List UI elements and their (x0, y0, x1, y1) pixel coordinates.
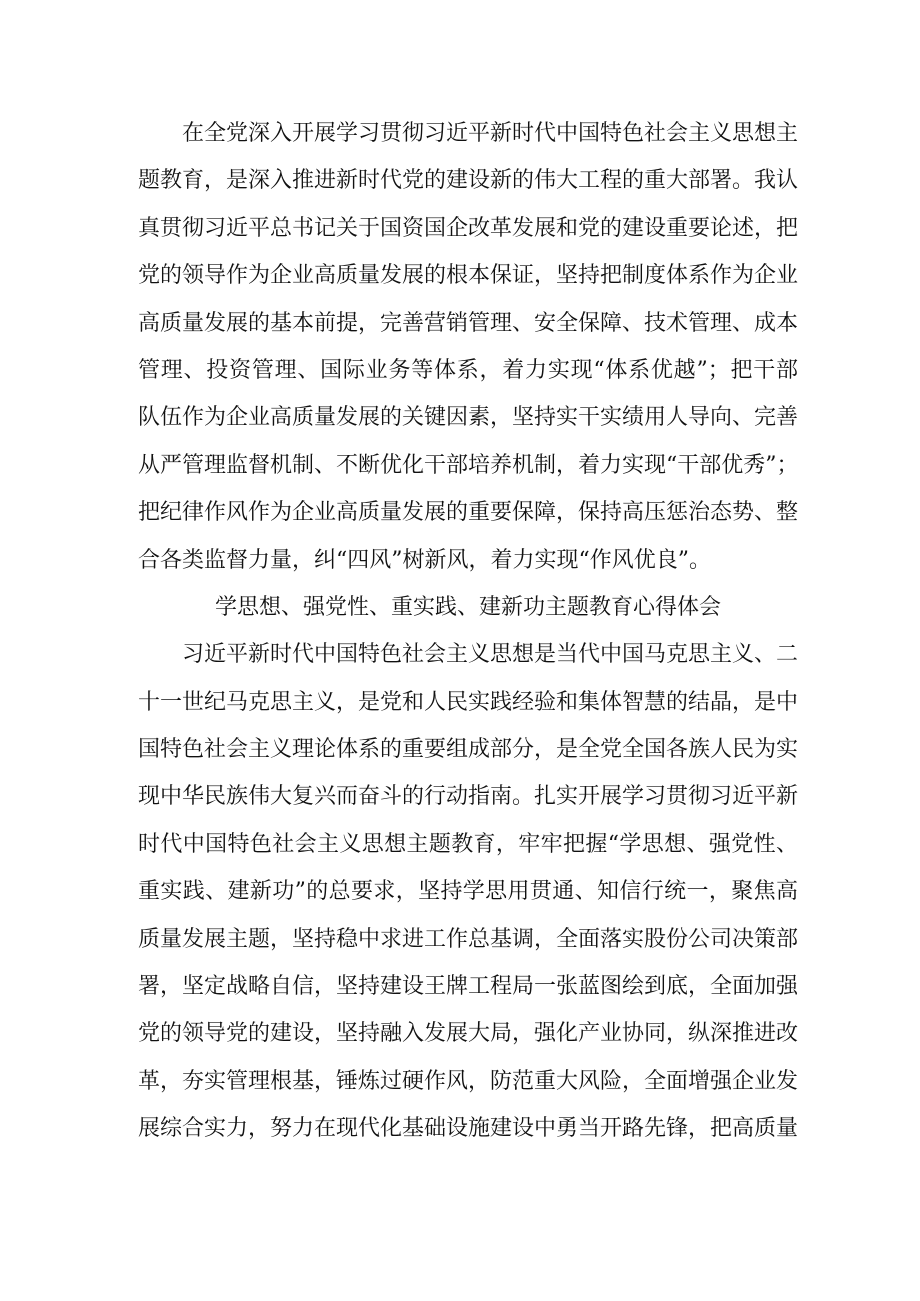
paragraph-line: 十一世纪马克思主义，是党和人民实践经验和集体智慧的结晶，是中 (138, 689, 799, 715)
paragraph-line: 现中华民族伟大复兴而奋斗的行动指南。扎实开展学习贯彻习近平新 (138, 784, 799, 810)
paragraph-line: 质量发展主题，坚持稳中求进工作总基调，全面落实股份公司决策部 (138, 926, 799, 952)
paragraph-line: 把纪律作风作为企业高质量发展的重要保障，保持高压惩治态势、整 (138, 500, 799, 526)
paragraph-line: 从严管理监督机制、不断优化干部培养机制，着力实现“干部优秀”； (138, 452, 799, 478)
paragraph-line: 真贯彻习近平总书记关于国资国企改革发展和党的建设重要论述，把 (138, 215, 799, 241)
paragraph-1 (138, 110, 798, 584)
paragraph-line: 习近平新时代中国特色社会主义思想是当代中国马克思主义、二 (182, 642, 799, 668)
paragraph-line: 高质量发展的基本前提，完善营销管理、安全保障、技术管理、成本 (138, 310, 799, 336)
paragraph-line: 署，坚定战略自信，坚持建设王牌工程局一张蓝图绘到底，全面加强 (138, 974, 799, 1000)
paragraph-line: 重实践、建新功”的总要求，坚持学思用贯通、知信行统一，聚焦高 (138, 879, 798, 905)
paragraph-line: 队伍作为企业高质量发展的关键因素，坚持实干实绩用人导向、完善 (138, 405, 799, 431)
paragraph-line: 时代中国特色社会主义思想主题教育，牢牢把握“学思想、强党性、 (138, 831, 798, 857)
document-body (138, 110, 798, 1153)
paragraph-line: 题教育，是深入推进新时代党的建设新的伟大工程的重大部署。我认 (138, 168, 799, 194)
paragraph-line: 国特色社会主义理论体系的重要组成部分，是全党全国各族人民为实 (138, 737, 799, 763)
paragraph-line: 党的领导作为企业高质量发展的根本保证，坚持把制度体系作为企业 (138, 263, 799, 289)
paragraph-line: 党的领导党的建设，坚持融入发展大局，强化产业协同，纵深推进改 (138, 1021, 799, 1047)
paragraph-2 (138, 631, 798, 1152)
paragraph-line: 展综合实力，努力在现代化基础设施建设中勇当开路先锋，把高质量 (138, 1116, 799, 1142)
paragraph-line: 革，夯实管理根基，锤炼过硬作风，防范重大风险，全面增强企业发 (138, 1068, 799, 1094)
section-title: 学思想、强党性、重实践、建新功主题教育心得体会 (214, 594, 721, 620)
paragraph-line: 合各类监督力量，纠“四风”树新风，着力实现“作风优良”。 (138, 547, 711, 573)
paragraph-line: 管理、投资管理、国际业务等体系，着力实现“体系优越”；把干部 (138, 357, 798, 383)
paragraph-line: 在全党深入开展学习贯彻习近平新时代中国特色社会主义思想主 (182, 121, 799, 146)
